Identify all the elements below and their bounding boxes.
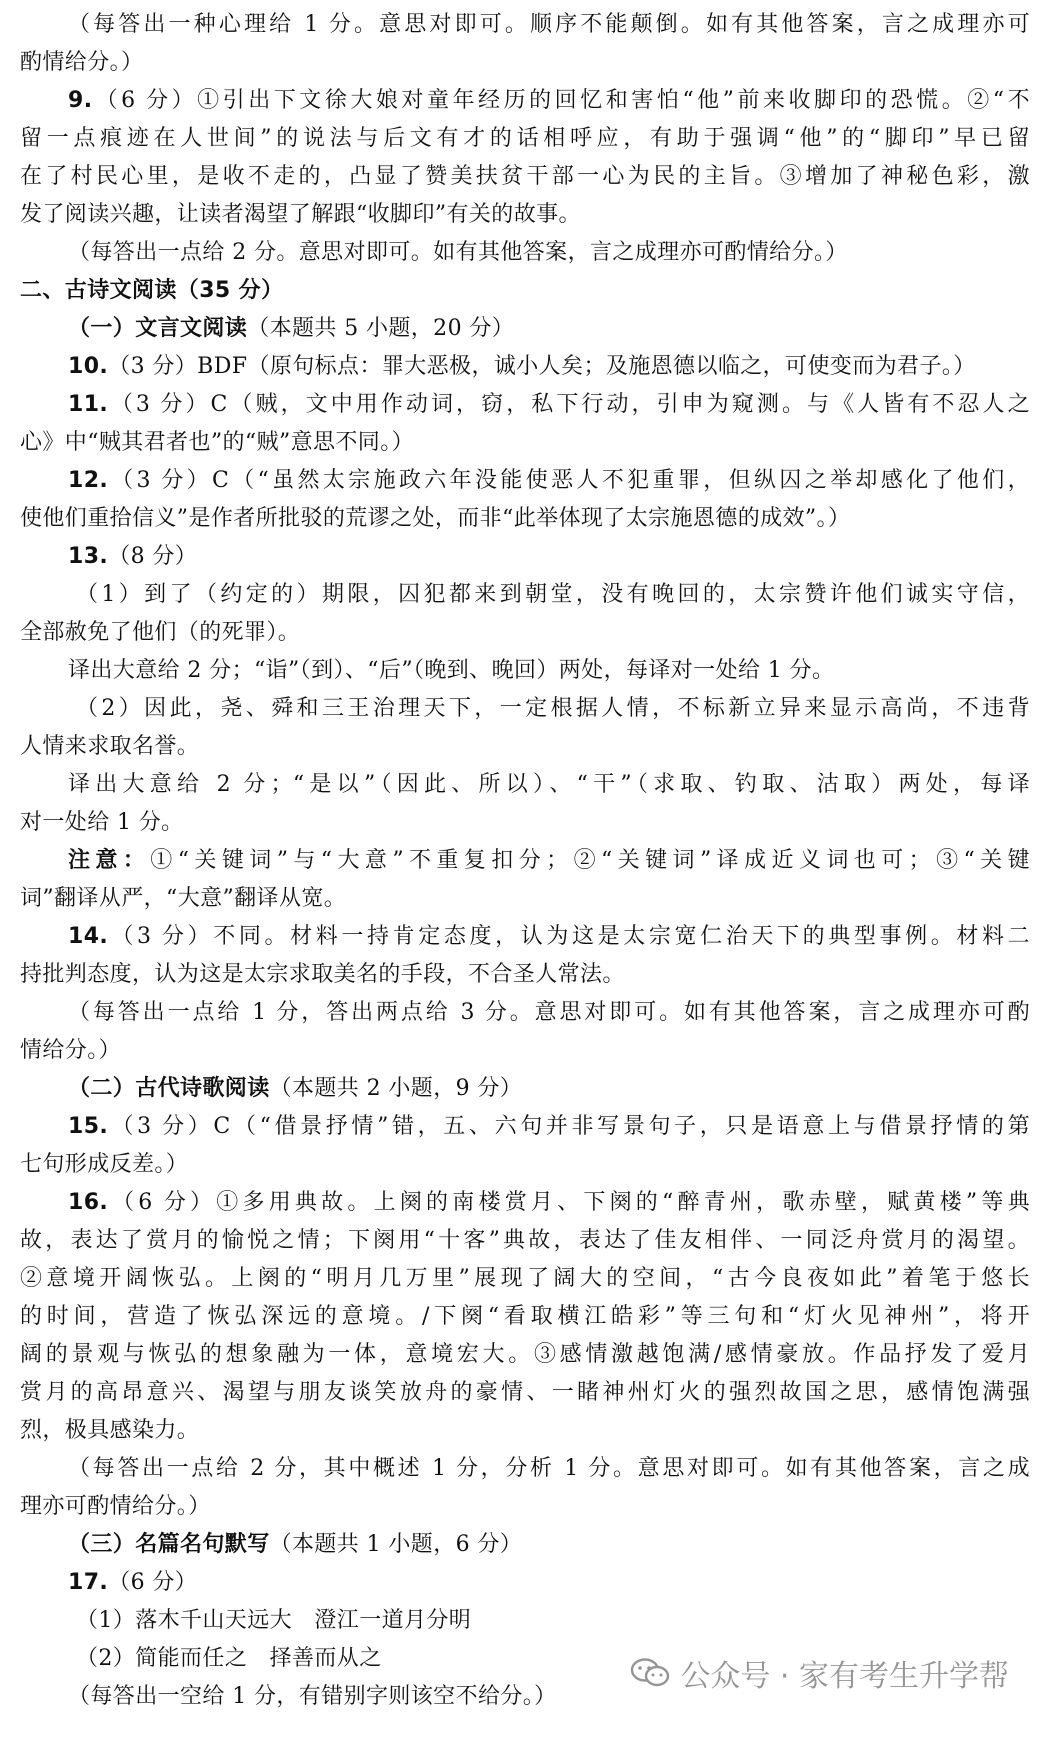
item-number: 14. — [68, 924, 109, 949]
text-line: 9.（6 分）①引出下文徐大娘对童年经历的回忆和害怕“他”前来收脚印的恐慌。②“不 — [68, 88, 1030, 113]
text-line: （每答出一空给 1 分，有错别字则该空不给分。） — [68, 1684, 557, 1709]
text-line: 发了阅读兴趣，让读者渴望了解跟“收脚印”有关的故事。 — [20, 202, 581, 227]
text-line: 译出大意给 2 分；“诣”（到）、“后”（晚到、晚回）两处，每译对一处给 1 分。 — [68, 658, 835, 683]
item-number: 16. — [68, 1190, 109, 1215]
text-line: 14.（3 分）不同。材料一持肯定态度，认为这是太宗宽仁治天下的典型事例。材料二 — [68, 924, 1030, 949]
text-line: 故，表达了赏月的愉悦之情；下阕用“十客”典故，表达了佳友相伴、一同泛舟赏月的渴望。 — [20, 1228, 1030, 1253]
text-line: 阔的景观与恢弘的想象融为一体，意境宏大。③感情激越饱满/感情豪放。作品抒发了爱月 — [20, 1342, 1030, 1367]
text-line: 对一处给 1 分。 — [20, 810, 184, 835]
text-line: 词”翻译从严，“大意”翻译从宽。 — [20, 886, 347, 911]
text-line: （二）古代诗歌阅读（本题共 2 小题，9 分） — [68, 1076, 523, 1101]
text-line: 15.（3 分）C（“借景抒情”错，五、六句并非写景句子，只是语意上与借景抒情的第 — [68, 1114, 1030, 1139]
text-line: 在了村民心里，是收不走的，凸显了赞美扶贫干部一心为民的主旨。③增加了神秘色彩，激 — [20, 164, 1030, 189]
text-line: 烈，极具感染力。 — [20, 1418, 200, 1443]
text-line: 持批判态度，认为这是太宗求取美名的手段，不合圣人常法。 — [20, 962, 625, 987]
text-line: 10.（3 分）BDF（原句标点：罪大恶极，诚小人矣；及施恩德以临之，可使变而为君子。） — [68, 354, 976, 379]
item-number: 二、古诗文阅读（35 分） — [20, 278, 284, 303]
text-line: 留一点痕迹在人世间”的说法与后文有才的话相呼应，有助于强调“他”的“脚印”早已留 — [20, 126, 1030, 151]
text-line: 赏月的高昂意兴、渴望与朋友谈笑放舟的豪情、一睹神州灯火的强烈故国之思，感情饱满强 — [20, 1380, 1030, 1405]
text-line: 17.（6 分） — [68, 1570, 198, 1595]
text-line: （1）落木千山天远大 澄江一道月分明 — [76, 1608, 472, 1633]
watermark — [630, 1651, 1009, 1695]
text-line: （一）文言文阅读（本题共 5 小题，20 分） — [68, 316, 515, 341]
answer-document — [20, 6, 1030, 1716]
wechat-icon — [630, 1657, 670, 1689]
text-line: 13.（8 分） — [68, 544, 198, 569]
text-line: （每答出一点给 2 分。意思对即可。如有其他答案，言之成理亦可酌情给分。） — [68, 240, 848, 265]
item-number: （三）名篇名句默写 — [68, 1532, 270, 1557]
text-line: 人情来求取名誉。 — [20, 734, 200, 759]
text-line: 理亦可酌情给分。） — [20, 1494, 211, 1519]
item-number: 注意： — [68, 848, 151, 873]
watermark-text: 公众号 · 家有考生升学帮 — [680, 1659, 1009, 1694]
text-line: 译出大意给 2 分；“是以”（因此、所以）、“干”（求取、钓取、沽取）两处，每译 — [68, 772, 1030, 797]
text-line: 酌情给分。） — [20, 50, 144, 75]
text-line: 使他们重拾信义”是作者所批驳的荒谬之处，而非“此举体现了太宗施恩德的成效”。） — [20, 506, 851, 531]
text-line: （三）名篇名句默写（本题共 1 小题，6 分） — [68, 1532, 523, 1557]
text-line: 12.（3 分）C（“虽然太宗施政六年没能使恶人不犯重罪，但纵囚之举却感化了他们， — [68, 468, 1030, 493]
text-line: （每答出一种心理给 1 分。意思对即可。顺序不能颠倒。如有其他答案，言之成理亦可 — [68, 12, 1030, 37]
item-number: （一）文言文阅读 — [68, 316, 248, 341]
item-number: 13. — [68, 544, 109, 569]
item-number: 12. — [68, 468, 109, 493]
item-number: （二）古代诗歌阅读 — [68, 1076, 270, 1101]
text-line: ②意境开阔恢弘。上阕的“明月几万里”展现了阔大的空间，“古今良夜如此”着笔于悠长 — [20, 1266, 1030, 1291]
text-line — [20, 272, 1030, 310]
text-line: 情给分。） — [20, 1038, 122, 1063]
text-line: 七句形成反差。） — [20, 1152, 189, 1177]
text-line: 11.（3 分）C（贼，文中用作动词，窃，私下行动，引申为窥测。与《人皆有不忍人之 — [68, 392, 1030, 417]
item-number: 9. — [68, 88, 93, 113]
text-line: 注意：①“关键词”与“大意”不重复扣分；②“关键词”译成近义词也可；③“关键 — [68, 848, 1030, 873]
text-line: （2）简能而任之 择善而从之 — [76, 1646, 382, 1671]
text-line: 的时间，营造了恢弘深远的意境。/下阕“看取横江皓彩”等三句和“灯火见神州”，将开 — [20, 1304, 1030, 1329]
item-number: 11. — [68, 392, 109, 417]
item-number: 15. — [68, 1114, 109, 1139]
text-line: （1）到了（约定的）期限，囚犯都来到朝堂，没有晚回的，太宗赞许他们诚实守信， — [76, 582, 1030, 607]
text-line: 16.（6 分）①多用典故。上阕的南楼赏月、下阕的“醉青州，歌赤壁，赋黄楼”等典 — [68, 1190, 1030, 1215]
text-line: （每答出一点给 1 分，答出两点给 3 分。意思对即可。如有其他答案，言之成理亦可酌 — [68, 1000, 1030, 1025]
item-number: 10. — [68, 354, 109, 379]
item-number: 17. — [68, 1570, 109, 1595]
text-line: （2）因此，尧、舜和三王治理天下，一定根据人情，不标新立异来显示高尚，不违背 — [76, 696, 1030, 721]
text-line: 心》中“贼其君者也”的“贼”意思不同。） — [20, 430, 414, 455]
text-line: （每答出一点给 2 分，其中概述 1 分，分析 1 分。意思对即可。如有其他答案，言之成 — [68, 1456, 1030, 1481]
text-line: 全部赦免了他们（的死罪）。 — [20, 620, 301, 645]
